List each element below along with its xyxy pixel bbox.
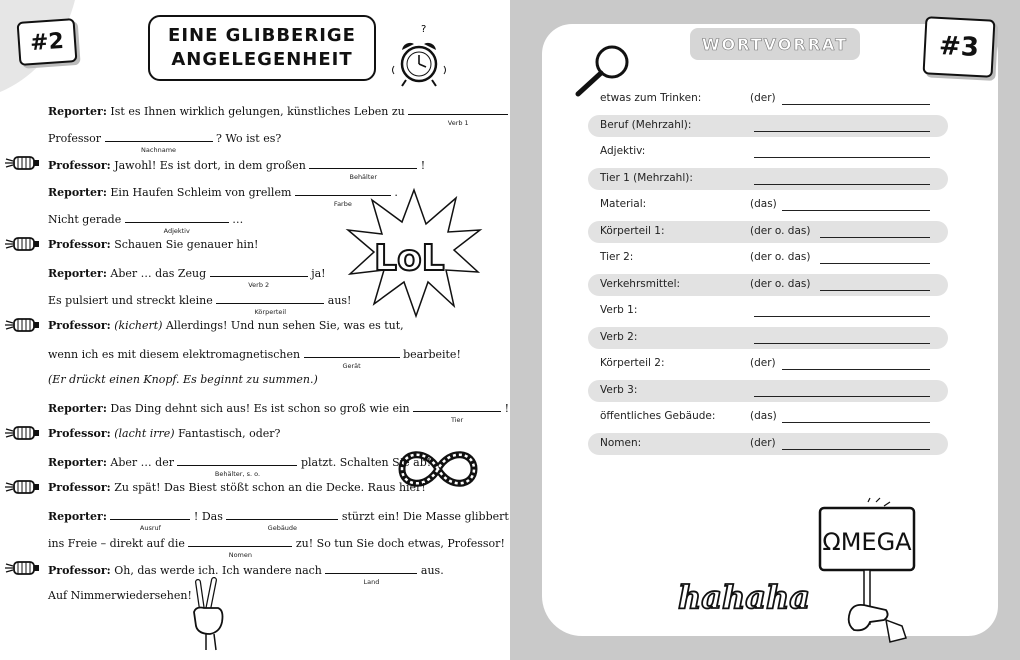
dialogue-line bbox=[48, 427, 280, 441]
vocab-row bbox=[588, 380, 948, 402]
vocab-answer-line[interactable] bbox=[782, 104, 930, 105]
vocab-answer-line[interactable] bbox=[754, 396, 930, 397]
fill-in-blank[interactable] bbox=[304, 346, 400, 370]
vocab-row bbox=[588, 247, 948, 269]
vocab-row bbox=[588, 433, 948, 455]
fill-in-blank[interactable] bbox=[226, 508, 338, 532]
blank-hint: Verb 2 bbox=[248, 281, 270, 289]
dialogue-text: platzt. Schalten Sie ab! bbox=[300, 456, 432, 469]
vocab-article: (der o. das) bbox=[750, 251, 811, 263]
speaker-name: Reporter: bbox=[48, 456, 107, 469]
vocab-row bbox=[588, 300, 948, 322]
dialogue-line bbox=[48, 589, 192, 603]
omega-text: ΩMEGA bbox=[822, 528, 912, 556]
dialogue-line bbox=[48, 535, 505, 559]
vocab-answer-line[interactable] bbox=[820, 237, 930, 238]
title-line-2: ANGELEGENHEIT bbox=[171, 49, 353, 70]
dialogue-text: Zu spät! Das Biest stößt schon an die Decke. Raus hier! bbox=[114, 481, 426, 494]
dialogue-text: zu! So tun Sie doch etwas, Professor! bbox=[295, 537, 505, 550]
vocab-label: öffentliches Gebäude: bbox=[600, 410, 716, 422]
stage-direction: (Er drückt einen Knopf. Es beginnt zu summen.) bbox=[48, 373, 318, 386]
vocab-label: Verkehrsmittel: bbox=[600, 277, 681, 290]
dialogue-text: … bbox=[232, 213, 244, 226]
dialogue-text: ! bbox=[420, 159, 426, 172]
page-number-badge: #2 bbox=[17, 18, 78, 66]
fill-in-blank[interactable] bbox=[188, 535, 292, 559]
vocab-answer-line[interactable] bbox=[782, 369, 930, 370]
dialogue-text: Ist es Ihnen wirklich gelungen, künstliches Leben zu bbox=[110, 105, 405, 118]
dialogue-text: Ein Haufen Schleim von grellem bbox=[110, 186, 292, 199]
vocab-row bbox=[588, 327, 948, 349]
vocab-article: (das) bbox=[750, 198, 777, 210]
microphone-icon bbox=[4, 423, 40, 443]
dialogue-text: ! Das bbox=[193, 510, 223, 523]
vocab-label: Verb 3: bbox=[600, 383, 638, 396]
hahaha-text: hahaha bbox=[678, 578, 810, 616]
vocab-label: Adjektiv: bbox=[600, 145, 646, 157]
dialogue-line bbox=[48, 508, 509, 532]
vocab-row bbox=[588, 88, 948, 110]
dialogue-text: Es pulsiert und streckt kleine bbox=[48, 294, 213, 307]
vocab-row bbox=[588, 194, 948, 216]
fill-in-blank[interactable] bbox=[105, 130, 213, 154]
vocab-answer-line[interactable] bbox=[754, 316, 930, 317]
microphone-icon bbox=[4, 234, 40, 254]
vocab-article: (der o. das) bbox=[750, 277, 811, 290]
dialogue-text: bearbeite! bbox=[403, 348, 461, 361]
vocab-row bbox=[588, 115, 948, 137]
blank-hint: Verb 1 bbox=[447, 119, 469, 127]
dialogue-text: wenn ich es mit diesem elektromagnetischen bbox=[48, 348, 301, 361]
dialogue-line bbox=[48, 373, 318, 387]
blank-hint: Gerät bbox=[342, 362, 361, 370]
dialogue-text: ! bbox=[504, 402, 509, 415]
story-title bbox=[148, 15, 376, 81]
vocab-label: Tier 1 (Mehrzahl): bbox=[600, 171, 693, 184]
vocab-answer-line[interactable] bbox=[754, 343, 930, 344]
blank-hint: Nachname bbox=[141, 146, 177, 154]
vocab-answer-line[interactable] bbox=[782, 449, 930, 450]
dialogue-text: stürzt ein! Die Masse glibbert bbox=[341, 510, 509, 523]
speaker-name: Reporter: bbox=[48, 105, 107, 118]
dialogue-text: Allerdings! Und nun sehen Sie, was es tut, bbox=[165, 319, 404, 332]
dialogue-text: Fantastisch, oder? bbox=[178, 427, 281, 440]
dialogue-line bbox=[48, 238, 258, 252]
dialogue-text: ja! bbox=[311, 267, 326, 280]
microphone-icon bbox=[4, 558, 40, 578]
dialogue-text: Professor bbox=[48, 132, 102, 145]
speaker-name: Professor: bbox=[48, 238, 111, 251]
vocab-row bbox=[588, 221, 948, 243]
fill-in-blank[interactable] bbox=[295, 184, 391, 208]
vocab-row bbox=[588, 353, 948, 375]
microphone-icon bbox=[4, 315, 40, 335]
speaker-name: Professor: bbox=[48, 427, 111, 440]
vocab-row bbox=[588, 406, 948, 428]
speaker-name: Professor: bbox=[48, 159, 111, 172]
dialogue-line bbox=[48, 103, 515, 127]
omega-sign bbox=[810, 498, 930, 652]
dialogue-line bbox=[48, 400, 509, 424]
vocab-answer-line[interactable] bbox=[754, 131, 930, 132]
vocab-label: Tier 2: bbox=[600, 251, 634, 263]
microphone-icon bbox=[4, 477, 40, 497]
hahaha-lettering bbox=[674, 566, 810, 620]
vocab-label: etwas zum Trinken: bbox=[600, 92, 702, 104]
blank-hint: Nomen bbox=[228, 551, 252, 559]
vocab-article: (der) bbox=[750, 436, 776, 449]
vocab-answer-line[interactable] bbox=[820, 263, 930, 264]
vocab-label: Verb 2: bbox=[600, 330, 638, 343]
vocab-label: Beruf (Mehrzahl): bbox=[600, 118, 692, 131]
speaker-name: Reporter: bbox=[48, 402, 107, 415]
dialogue-line bbox=[48, 184, 398, 208]
fill-in-blank[interactable] bbox=[125, 211, 229, 235]
blank-hint: Ausruf bbox=[139, 524, 161, 532]
vocab-row bbox=[588, 141, 948, 163]
vocab-label: Körperteil 2: bbox=[600, 357, 665, 369]
dialogue-line bbox=[48, 130, 282, 154]
fill-in-blank[interactable] bbox=[325, 562, 417, 586]
fill-in-blank[interactable] bbox=[408, 103, 508, 127]
dialogue-line bbox=[48, 265, 326, 289]
blank-hint: Adjektiv bbox=[163, 227, 190, 235]
vocab-article: (das) bbox=[750, 410, 777, 422]
vocab-article: (der) bbox=[750, 92, 776, 104]
vocab-article: (der) bbox=[750, 357, 776, 369]
svg-text:?: ? bbox=[421, 24, 427, 35]
blank-hint: Farbe bbox=[333, 200, 352, 208]
dialogue-text: Schauen Sie genauer hin! bbox=[114, 238, 259, 251]
fill-in-blank[interactable] bbox=[110, 508, 190, 532]
dialogue-text: Aber … das Zeug bbox=[110, 267, 207, 280]
dialogue-text: Oh, das werde ich. Ich wandere nach bbox=[114, 564, 322, 577]
blank-hint: Gebäude bbox=[267, 524, 298, 532]
blank-hint: Behälter bbox=[349, 173, 378, 181]
vocab-answer-line[interactable] bbox=[782, 422, 930, 423]
vocab-row bbox=[588, 168, 948, 190]
vocab-label: Körperteil 1: bbox=[600, 224, 665, 237]
speaker-name: Professor: bbox=[48, 319, 111, 332]
vocab-label: Verb 1: bbox=[600, 304, 638, 316]
dialogue-text: ins Freie – direkt auf die bbox=[48, 537, 185, 550]
fill-in-blank[interactable] bbox=[216, 292, 324, 316]
dialogue-text: aus! bbox=[327, 294, 352, 307]
alarm-clock-icon bbox=[388, 22, 450, 88]
dialogue-line bbox=[48, 562, 444, 586]
vocab-answer-line[interactable] bbox=[782, 210, 930, 211]
dialogue-line bbox=[48, 211, 244, 235]
speaker-name: Reporter: bbox=[48, 510, 107, 523]
page-number-badge: #3 bbox=[923, 16, 996, 78]
vocab-label: Material: bbox=[600, 198, 647, 210]
speaker-name: Reporter: bbox=[48, 267, 107, 280]
speaker-name: Professor: bbox=[48, 564, 111, 577]
right-page bbox=[510, 0, 1020, 660]
vocab-article: (der o. das) bbox=[750, 224, 811, 237]
dialogue-text: ? Wo ist es? bbox=[216, 132, 282, 145]
title-line-1: EINE GLIBBERIGE bbox=[168, 25, 356, 46]
fill-in-blank[interactable] bbox=[413, 400, 501, 424]
speaker-name: Reporter: bbox=[48, 186, 107, 199]
dialogue-text: aus. bbox=[420, 564, 444, 577]
dialogue-line bbox=[48, 346, 461, 370]
lol-text: LoL bbox=[374, 238, 445, 279]
speaker-name: Professor: bbox=[48, 481, 111, 494]
dialogue-line bbox=[48, 292, 352, 316]
fill-in-blank[interactable] bbox=[177, 454, 297, 478]
dialogue-text: Das Ding dehnt sich aus! Es ist schon so groß wie ein bbox=[110, 402, 410, 415]
dialogue-line bbox=[48, 319, 404, 333]
blank-hint: Behälter, s. o. bbox=[214, 470, 261, 478]
word-list-title: WORTVORRAT bbox=[690, 28, 860, 60]
fill-in-blank[interactable] bbox=[210, 265, 308, 289]
blank-hint: Körperteil bbox=[254, 308, 287, 316]
dialogue-text: Jawohl! Es ist dort, in dem großen bbox=[114, 159, 306, 172]
vocab-answer-line[interactable] bbox=[820, 290, 930, 291]
microphone-icon bbox=[4, 153, 40, 173]
fill-in-blank[interactable] bbox=[309, 157, 417, 181]
blank-hint: Land bbox=[363, 578, 380, 586]
dialogue-line bbox=[48, 454, 432, 478]
vocab-answer-line[interactable] bbox=[754, 184, 930, 185]
blank-hint: Tier bbox=[450, 416, 464, 424]
vocab-row bbox=[588, 274, 948, 296]
dialogue-text: Nicht gerade bbox=[48, 213, 122, 226]
stage-direction: (kichert) bbox=[114, 319, 163, 332]
dialogue-line bbox=[48, 157, 426, 181]
vocab-answer-line[interactable] bbox=[754, 157, 930, 158]
dialogue-text: . bbox=[394, 186, 398, 199]
vocab-label: Nomen: bbox=[600, 436, 642, 449]
dialogue-text: Auf Nimmerwiedersehen! bbox=[48, 589, 192, 602]
stage-direction: (lacht irre) bbox=[114, 427, 175, 440]
dialogue-text: Aber … der bbox=[110, 456, 174, 469]
dialogue-line bbox=[48, 481, 426, 495]
